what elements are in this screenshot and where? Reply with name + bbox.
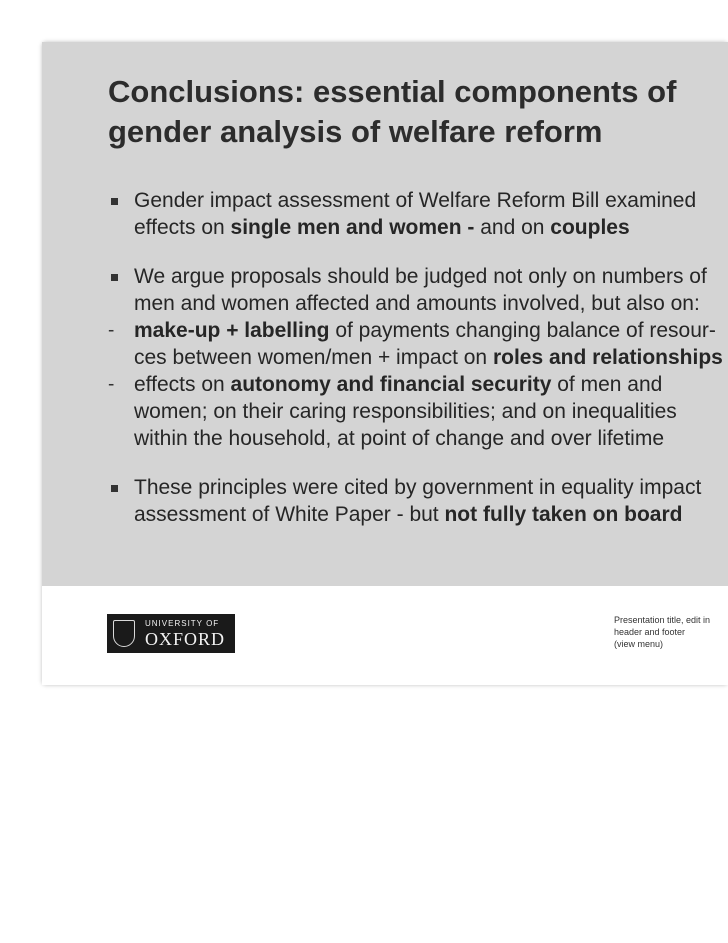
- bold-text: roles and relationships: [492, 346, 723, 369]
- bold-text: make-up + labelling: [134, 319, 330, 342]
- slide-title: [108, 72, 676, 152]
- dash-item-2: [108, 371, 728, 452]
- text-run: assessment of White Paper - but: [134, 503, 445, 526]
- bullet-line: [134, 263, 728, 290]
- bullet-line: [134, 398, 728, 425]
- logo-top-text: UNIVERSITY OF: [145, 618, 220, 628]
- bullet-line: [134, 371, 728, 398]
- bullet-line: [134, 425, 728, 452]
- bullet-item-2: [108, 263, 728, 317]
- dash-bullet-icon: -: [108, 374, 115, 395]
- bold-text: autonomy and financial security: [230, 373, 552, 396]
- footer-note-line: (view menu): [614, 639, 664, 649]
- footer-note-line: Presentation title, edit in: [614, 615, 711, 625]
- square-bullet-icon: [111, 274, 118, 281]
- title-line-2: gender analysis of welfare reform: [108, 114, 603, 149]
- dash-bullet-icon: -: [108, 320, 115, 341]
- bullet-line: [134, 214, 728, 241]
- square-bullet-icon: [111, 198, 118, 205]
- bullet-line: [134, 501, 728, 528]
- bold-text: single men and women -: [230, 216, 475, 239]
- dash-item-1: [108, 317, 728, 371]
- text-run: within the household, at point of change and over lifetime: [134, 427, 665, 450]
- footer-note-line: header and footer: [614, 627, 686, 637]
- text-run: and on: [474, 216, 551, 239]
- text-run: Gender impact assessment of Welfare Reform Bill examined: [134, 189, 697, 212]
- text-run: ces between women/men + impact on: [134, 346, 493, 369]
- bullet-line: [134, 344, 728, 371]
- bullet-item-3: [108, 474, 728, 528]
- university-logo: [107, 614, 235, 653]
- square-bullet-icon: [111, 485, 118, 492]
- logo-main-text: OXFORD: [145, 628, 226, 649]
- bold-text: couples: [550, 216, 630, 239]
- slide: [42, 42, 728, 685]
- text-run: women; on their caring responsibilities; and on inequalities: [134, 400, 677, 423]
- text-run: of men and: [551, 373, 663, 396]
- crest-icon: [113, 620, 135, 647]
- text-run: We argue proposals should be judged not only on numbers of: [134, 265, 707, 288]
- bullet-item-1: [108, 187, 728, 241]
- bullet-line: [134, 474, 728, 501]
- footer-note: [614, 614, 728, 650]
- text-run: effects on: [134, 216, 231, 239]
- bullet-list: [108, 187, 728, 528]
- bullet-line: [134, 317, 728, 344]
- bold-text: not fully taken on board: [444, 503, 683, 526]
- bullet-line: [134, 187, 728, 214]
- text-run: These principles were cited by government in equality impact: [134, 476, 702, 499]
- text-run: men and women affected and amounts involved, but also on:: [134, 292, 700, 315]
- text-run: of payments changing balance of resour-: [329, 319, 716, 342]
- bullet-line: [134, 290, 728, 317]
- title-line-1: Conclusions: essential components of: [108, 74, 677, 109]
- text-run: effects on: [134, 373, 231, 396]
